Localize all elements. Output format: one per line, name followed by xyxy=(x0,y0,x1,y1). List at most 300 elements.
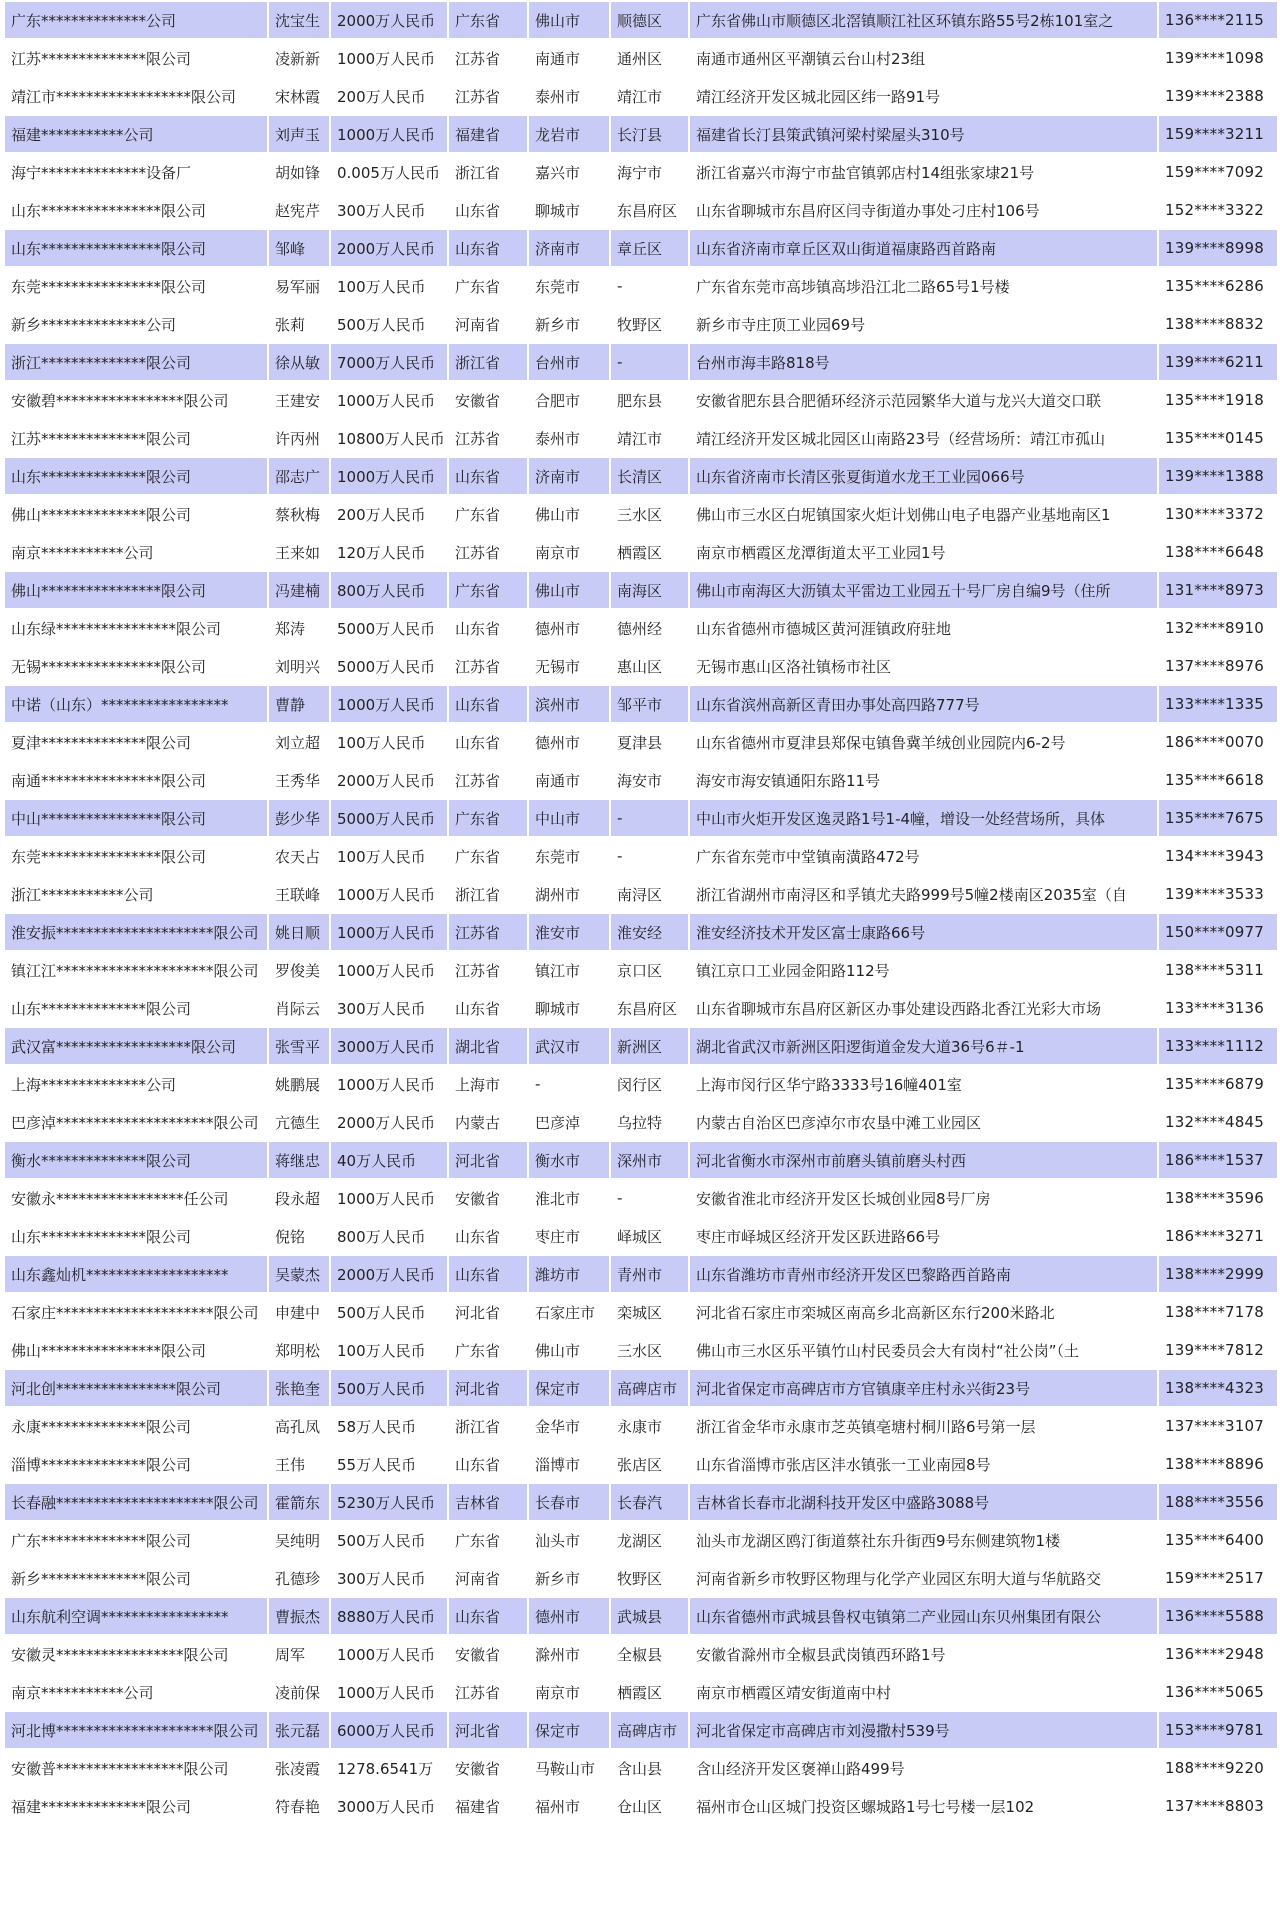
district-cell: 海宁市 xyxy=(611,154,688,190)
city-cell: 新乡市 xyxy=(529,1560,609,1596)
phone-cell: 188****3556 xyxy=(1159,1484,1277,1520)
contact-name-cell: 宋林霞 xyxy=(269,78,329,114)
phone-cell: 138****4323 xyxy=(1159,1370,1277,1406)
company-name-cell: 河北博*********************限公司 xyxy=(5,1712,267,1748)
city-cell: 德州市 xyxy=(529,724,609,760)
registered-capital-cell: 3000万人民币 xyxy=(331,1028,447,1064)
city-cell: 南通市 xyxy=(529,40,609,76)
company-name-cell: 南京***********公司 xyxy=(5,534,267,570)
province-cell: 江苏省 xyxy=(449,762,527,798)
contact-name-cell: 曹静 xyxy=(269,686,329,722)
district-cell: 三水区 xyxy=(611,1332,688,1368)
phone-cell: 186****3271 xyxy=(1159,1218,1277,1254)
contact-name-cell: 刘明兴 xyxy=(269,648,329,684)
address-cell: 广东省东莞市高埗镇高埗沿江北二路65号1号楼 xyxy=(690,268,1157,304)
district-cell: - xyxy=(611,268,688,304)
city-cell: 保定市 xyxy=(529,1370,609,1406)
city-cell: 湖州市 xyxy=(529,876,609,912)
district-cell: 栾城区 xyxy=(611,1294,688,1330)
company-name-cell: 佛山****************限公司 xyxy=(5,1332,267,1368)
district-cell: 栖霞区 xyxy=(611,534,688,570)
province-cell: 广东省 xyxy=(449,496,527,532)
city-cell: 中山市 xyxy=(529,800,609,836)
phone-cell: 153****9781 xyxy=(1159,1712,1277,1748)
district-cell: 东昌府区 xyxy=(611,192,688,228)
table-row xyxy=(5,2,1277,38)
phone-cell: 133****3136 xyxy=(1159,990,1277,1026)
registered-capital-cell: 7000万人民币 xyxy=(331,344,447,380)
company-name-cell: 石家庄*********************限公司 xyxy=(5,1294,267,1330)
address-cell: 淮安经济技术开发区富士康路66号 xyxy=(690,914,1157,950)
contact-name-cell: 倪铭 xyxy=(269,1218,329,1254)
province-cell: 山东省 xyxy=(449,686,527,722)
contact-name-cell: 邹峰 xyxy=(269,230,329,266)
table-body xyxy=(5,2,1277,1824)
district-cell: 靖江市 xyxy=(611,420,688,456)
table-row xyxy=(5,1636,1277,1672)
registered-capital-cell: 40万人民币 xyxy=(331,1142,447,1178)
phone-cell: 139****6211 xyxy=(1159,344,1277,380)
registered-capital-cell: 300万人民币 xyxy=(331,990,447,1026)
company-name-cell: 海宁**************设备厂 xyxy=(5,154,267,190)
company-name-cell: 广东**************限公司 xyxy=(5,1522,267,1558)
phone-cell: 134****3943 xyxy=(1159,838,1277,874)
district-cell: 栖霞区 xyxy=(611,1674,688,1710)
district-cell: 通州区 xyxy=(611,40,688,76)
city-cell: 衡水市 xyxy=(529,1142,609,1178)
table-row xyxy=(5,648,1277,684)
city-cell: 镇江市 xyxy=(529,952,609,988)
company-name-cell: 淄博**************限公司 xyxy=(5,1446,267,1482)
table-row xyxy=(5,192,1277,228)
province-cell: 河北省 xyxy=(449,1294,527,1330)
table-row xyxy=(5,610,1277,646)
district-cell: 高碑店市 xyxy=(611,1370,688,1406)
registered-capital-cell: 1000万人民币 xyxy=(331,116,447,152)
province-cell: 河北省 xyxy=(449,1142,527,1178)
table-row xyxy=(5,154,1277,190)
province-cell: 广东省 xyxy=(449,572,527,608)
address-cell: 安徽省肥东县合肥循环经济示范园繁华大道与龙兴大道交口联 xyxy=(690,382,1157,418)
phone-cell: 139****2388 xyxy=(1159,78,1277,114)
province-cell: 江苏省 xyxy=(449,78,527,114)
address-cell: 山东省聊城市东昌府区闫寺街道办事处刁庄村106号 xyxy=(690,192,1157,228)
company-name-cell: 山东****************限公司 xyxy=(5,230,267,266)
contact-name-cell: 胡如锋 xyxy=(269,154,329,190)
registered-capital-cell: 10800万人民币 xyxy=(331,420,447,456)
address-cell: 河北省保定市高碑店市方官镇康辛庄村永兴街23号 xyxy=(690,1370,1157,1406)
province-cell: 河南省 xyxy=(449,1560,527,1596)
registered-capital-cell: 300万人民币 xyxy=(331,1560,447,1596)
address-cell: 无锡市惠山区洛社镇杨市社区 xyxy=(690,648,1157,684)
address-cell: 枣庄市峄城区经济开发区跃进路66号 xyxy=(690,1218,1157,1254)
phone-cell: 159****2517 xyxy=(1159,1560,1277,1596)
phone-cell: 152****3322 xyxy=(1159,192,1277,228)
city-cell: 金华市 xyxy=(529,1408,609,1444)
table-row xyxy=(5,800,1277,836)
table-row xyxy=(5,496,1277,532)
registered-capital-cell: 1000万人民币 xyxy=(331,458,447,494)
district-cell: 长清区 xyxy=(611,458,688,494)
contact-name-cell: 吴纯明 xyxy=(269,1522,329,1558)
table-row xyxy=(5,1522,1277,1558)
province-cell: 上海市 xyxy=(449,1066,527,1102)
phone-cell: 131****8973 xyxy=(1159,572,1277,608)
district-cell: 夏津县 xyxy=(611,724,688,760)
contact-name-cell: 蔡秋梅 xyxy=(269,496,329,532)
registered-capital-cell: 500万人民币 xyxy=(331,1370,447,1406)
registered-capital-cell: 55万人民币 xyxy=(331,1446,447,1482)
contact-name-cell: 王秀华 xyxy=(269,762,329,798)
city-cell: 南京市 xyxy=(529,1674,609,1710)
address-cell: 靖江经济开发区城北园区纬一路91号 xyxy=(690,78,1157,114)
phone-cell: 137****3107 xyxy=(1159,1408,1277,1444)
address-cell: 安徽省淮北市经济开发区长城创业园8号厂房 xyxy=(690,1180,1157,1216)
phone-cell: 139****8998 xyxy=(1159,230,1277,266)
contact-name-cell: 亢德生 xyxy=(269,1104,329,1140)
city-cell: 济南市 xyxy=(529,230,609,266)
address-cell: 内蒙古自治区巴彦淖尔市农垦中滩工业园区 xyxy=(690,1104,1157,1140)
registered-capital-cell: 1000万人民币 xyxy=(331,876,447,912)
table-row xyxy=(5,116,1277,152)
city-cell: 合肥市 xyxy=(529,382,609,418)
city-cell: 巴彦淖 xyxy=(529,1104,609,1140)
phone-cell: 132****8910 xyxy=(1159,610,1277,646)
table-row xyxy=(5,1218,1277,1254)
address-cell: 山东省德州市德城区黄河涯镇政府驻地 xyxy=(690,610,1157,646)
city-cell: 佛山市 xyxy=(529,572,609,608)
company-name-cell: 东莞****************限公司 xyxy=(5,838,267,874)
district-cell: 海安市 xyxy=(611,762,688,798)
city-cell: 台州市 xyxy=(529,344,609,380)
table-row xyxy=(5,230,1277,266)
registered-capital-cell: 1000万人民币 xyxy=(331,382,447,418)
phone-cell: 138****3596 xyxy=(1159,1180,1277,1216)
registered-capital-cell: 500万人民币 xyxy=(331,1294,447,1330)
province-cell: 山东省 xyxy=(449,724,527,760)
table-row xyxy=(5,1712,1277,1748)
district-cell: 京口区 xyxy=(611,952,688,988)
province-cell: 广东省 xyxy=(449,2,527,38)
district-cell: 三水区 xyxy=(611,496,688,532)
city-cell: 淮安市 xyxy=(529,914,609,950)
province-cell: 安徽省 xyxy=(449,1636,527,1672)
registered-capital-cell: 100万人民币 xyxy=(331,268,447,304)
province-cell: 河北省 xyxy=(449,1712,527,1748)
contact-name-cell: 张凌霞 xyxy=(269,1750,329,1786)
province-cell: 安徽省 xyxy=(449,1750,527,1786)
district-cell: 长春汽 xyxy=(611,1484,688,1520)
address-cell: 福州市仓山区城门投资区螺城路1号七号楼一层102 xyxy=(690,1788,1157,1824)
table-row xyxy=(5,306,1277,342)
city-cell: 淮北市 xyxy=(529,1180,609,1216)
registered-capital-cell: 2000万人民币 xyxy=(331,1104,447,1140)
registered-capital-cell: 5000万人民币 xyxy=(331,648,447,684)
province-cell: 江苏省 xyxy=(449,914,527,950)
phone-cell: 186****0070 xyxy=(1159,724,1277,760)
phone-cell: 133****1112 xyxy=(1159,1028,1277,1064)
contact-name-cell: 段永超 xyxy=(269,1180,329,1216)
address-cell: 中山市火炬开发区逸灵路1号1-4幢，增设一处经营场所，具体 xyxy=(690,800,1157,836)
company-name-cell: 上海**************公司 xyxy=(5,1066,267,1102)
district-cell: 东昌府区 xyxy=(611,990,688,1026)
table-row xyxy=(5,1408,1277,1444)
address-cell: 南通市通州区平潮镇云台山村23组 xyxy=(690,40,1157,76)
company-name-cell: 中山****************限公司 xyxy=(5,800,267,836)
registered-capital-cell: 100万人民币 xyxy=(331,1332,447,1368)
company-name-cell: 安徽永*****************任公司 xyxy=(5,1180,267,1216)
company-name-cell: 山东鑫灿机******************* xyxy=(5,1256,267,1292)
registered-capital-cell: 2000万人民币 xyxy=(331,762,447,798)
district-cell: 龙湖区 xyxy=(611,1522,688,1558)
contact-name-cell: 霍箭东 xyxy=(269,1484,329,1520)
address-cell: 佛山市三水区乐平镇竹山村民委员会大有岗村“社公岗”（土 xyxy=(690,1332,1157,1368)
contact-name-cell: 符春艳 xyxy=(269,1788,329,1824)
city-cell: 泰州市 xyxy=(529,78,609,114)
table-row xyxy=(5,914,1277,950)
province-cell: 江苏省 xyxy=(449,1674,527,1710)
address-cell: 山东省德州市夏津县郑保屯镇鲁冀羊绒创业园院内6-2号 xyxy=(690,724,1157,760)
province-cell: 福建省 xyxy=(449,1788,527,1824)
registered-capital-cell: 3000万人民币 xyxy=(331,1788,447,1824)
province-cell: 浙江省 xyxy=(449,1408,527,1444)
city-cell: 无锡市 xyxy=(529,648,609,684)
table-row xyxy=(5,952,1277,988)
address-cell: 广东省佛山市顺德区北滘镇顺江社区环镇东路55号2栋101室之 xyxy=(690,2,1157,38)
address-cell: 靖江经济开发区城北园区山南路23号（经营场所：靖江市孤山 xyxy=(690,420,1157,456)
table-row xyxy=(5,1750,1277,1786)
phone-cell: 139****1388 xyxy=(1159,458,1277,494)
phone-cell: 135****6400 xyxy=(1159,1522,1277,1558)
city-cell: 东莞市 xyxy=(529,838,609,874)
phone-cell: 159****7092 xyxy=(1159,154,1277,190)
contact-name-cell: 高孔凤 xyxy=(269,1408,329,1444)
company-name-cell: 安徽普*****************限公司 xyxy=(5,1750,267,1786)
phone-cell: 139****7812 xyxy=(1159,1332,1277,1368)
phone-cell: 136****2115 xyxy=(1159,2,1277,38)
registered-capital-cell: 5000万人民币 xyxy=(331,800,447,836)
city-cell: - xyxy=(529,1066,609,1102)
contact-name-cell: 农天占 xyxy=(269,838,329,874)
phone-cell: 138****2999 xyxy=(1159,1256,1277,1292)
city-cell: 聊城市 xyxy=(529,192,609,228)
company-name-cell: 广东**************公司 xyxy=(5,2,267,38)
registered-capital-cell: 120万人民币 xyxy=(331,534,447,570)
phone-cell: 138****5311 xyxy=(1159,952,1277,988)
company-name-cell: 山东航利空调***************** xyxy=(5,1598,267,1634)
registered-capital-cell: 100万人民币 xyxy=(331,838,447,874)
company-name-cell: 山东**************限公司 xyxy=(5,1218,267,1254)
table-row xyxy=(5,572,1277,608)
province-cell: 吉林省 xyxy=(449,1484,527,1520)
district-cell: 仓山区 xyxy=(611,1788,688,1824)
company-name-cell: 山东绿****************限公司 xyxy=(5,610,267,646)
company-name-cell: 江苏**************限公司 xyxy=(5,420,267,456)
table-row xyxy=(5,686,1277,722)
address-cell: 浙江省湖州市南浔区和孚镇尤夫路999号5幢2楼南区2035室（自 xyxy=(690,876,1157,912)
table-row xyxy=(5,1142,1277,1178)
registered-capital-cell: 1000万人民币 xyxy=(331,40,447,76)
address-cell: 含山经济开发区褒禅山路499号 xyxy=(690,1750,1157,1786)
table-row xyxy=(5,876,1277,912)
table-row xyxy=(5,1028,1277,1064)
company-name-cell: 安徽灵*****************限公司 xyxy=(5,1636,267,1672)
company-name-cell: 南通****************限公司 xyxy=(5,762,267,798)
table-row xyxy=(5,1066,1277,1102)
city-cell: 南京市 xyxy=(529,534,609,570)
company-name-cell: 河北创****************限公司 xyxy=(5,1370,267,1406)
company-name-cell: 靖江市******************限公司 xyxy=(5,78,267,114)
address-cell: 佛山市三水区白坭镇国家火炬计划佛山电子电器产业基地南区1 xyxy=(690,496,1157,532)
company-name-cell: 佛山****************限公司 xyxy=(5,572,267,608)
contact-name-cell: 沈宝生 xyxy=(269,2,329,38)
registered-capital-cell: 2000万人民币 xyxy=(331,2,447,38)
company-name-cell: 浙江***********公司 xyxy=(5,876,267,912)
address-cell: 浙江省嘉兴市海宁市盐官镇郭店村14组张家埭21号 xyxy=(690,154,1157,190)
company-name-cell: 佛山**************限公司 xyxy=(5,496,267,532)
district-cell: 新洲区 xyxy=(611,1028,688,1064)
contact-name-cell: 张艳奎 xyxy=(269,1370,329,1406)
table-row xyxy=(5,534,1277,570)
province-cell: 河南省 xyxy=(449,306,527,342)
contact-name-cell: 王来如 xyxy=(269,534,329,570)
company-name-cell: 无锡****************限公司 xyxy=(5,648,267,684)
district-cell: 惠山区 xyxy=(611,648,688,684)
phone-cell: 135****6618 xyxy=(1159,762,1277,798)
company-name-cell: 浙江**************限公司 xyxy=(5,344,267,380)
province-cell: 山东省 xyxy=(449,192,527,228)
province-cell: 浙江省 xyxy=(449,154,527,190)
district-cell: 南海区 xyxy=(611,572,688,608)
contact-name-cell: 凌新新 xyxy=(269,40,329,76)
table-row xyxy=(5,1674,1277,1710)
table-row xyxy=(5,1332,1277,1368)
phone-cell: 135****6879 xyxy=(1159,1066,1277,1102)
province-cell: 广东省 xyxy=(449,838,527,874)
city-cell: 石家庄市 xyxy=(529,1294,609,1330)
city-cell: 嘉兴市 xyxy=(529,154,609,190)
city-cell: 长春市 xyxy=(529,1484,609,1520)
phone-cell: 138****8832 xyxy=(1159,306,1277,342)
province-cell: 湖北省 xyxy=(449,1028,527,1064)
city-cell: 德州市 xyxy=(529,1598,609,1634)
city-cell: 潍坊市 xyxy=(529,1256,609,1292)
district-cell: 淮安经 xyxy=(611,914,688,950)
province-cell: 山东省 xyxy=(449,1218,527,1254)
city-cell: 济南市 xyxy=(529,458,609,494)
district-cell: 牧野区 xyxy=(611,1560,688,1596)
address-cell: 海安市海安镇通阳东路11号 xyxy=(690,762,1157,798)
contact-name-cell: 孔德珍 xyxy=(269,1560,329,1596)
city-cell: 龙岩市 xyxy=(529,116,609,152)
address-cell: 河北省石家庄市栾城区南高乡北高新区东行200米路北 xyxy=(690,1294,1157,1330)
company-name-cell: 山东**************限公司 xyxy=(5,990,267,1026)
contact-name-cell: 赵宪芹 xyxy=(269,192,329,228)
registered-capital-cell: 6000万人民币 xyxy=(331,1712,447,1748)
phone-cell: 135****1918 xyxy=(1159,382,1277,418)
registered-capital-cell: 1000万人民币 xyxy=(331,952,447,988)
district-cell: 章丘区 xyxy=(611,230,688,266)
district-cell: 邹平市 xyxy=(611,686,688,722)
table-row xyxy=(5,724,1277,760)
province-cell: 广东省 xyxy=(449,1332,527,1368)
phone-cell: 139****3533 xyxy=(1159,876,1277,912)
contact-name-cell: 蒋继忠 xyxy=(269,1142,329,1178)
contact-name-cell: 姚日顺 xyxy=(269,914,329,950)
registered-capital-cell: 1000万人民币 xyxy=(331,1180,447,1216)
phone-cell: 133****1335 xyxy=(1159,686,1277,722)
address-cell: 南京市栖霞区靖安街道南中村 xyxy=(690,1674,1157,1710)
province-cell: 内蒙古 xyxy=(449,1104,527,1140)
phone-cell: 135****7675 xyxy=(1159,800,1277,836)
address-cell: 汕头市龙湖区鸥汀街道蔡社东升街西9号东侧建筑物1楼 xyxy=(690,1522,1157,1558)
registered-capital-cell: 58万人民币 xyxy=(331,1408,447,1444)
address-cell: 山东省滨州高新区青田办事处高四路777号 xyxy=(690,686,1157,722)
province-cell: 山东省 xyxy=(449,458,527,494)
province-cell: 山东省 xyxy=(449,1256,527,1292)
phone-cell: 135****6286 xyxy=(1159,268,1277,304)
table-row xyxy=(5,990,1277,1026)
address-cell: 浙江省金华市永康市芝英镇亳塘村桐川路6号第一层 xyxy=(690,1408,1157,1444)
company-name-cell: 山东**************限公司 xyxy=(5,458,267,494)
district-cell: 武城县 xyxy=(611,1598,688,1634)
table-row xyxy=(5,1788,1277,1824)
phone-cell: 136****5588 xyxy=(1159,1598,1277,1634)
table-row xyxy=(5,1294,1277,1330)
company-name-cell: 淮安振*********************限公司 xyxy=(5,914,267,950)
registered-capital-cell: 800万人民币 xyxy=(331,572,447,608)
company-name-cell: 江苏**************限公司 xyxy=(5,40,267,76)
address-cell: 山东省济南市章丘区双山街道福康路西首路南 xyxy=(690,230,1157,266)
contact-name-cell: 彭少华 xyxy=(269,800,329,836)
address-cell: 山东省淄博市张店区沣水镇张一工业南园8号 xyxy=(690,1446,1157,1482)
district-cell: 峄城区 xyxy=(611,1218,688,1254)
contact-name-cell: 王伟 xyxy=(269,1446,329,1482)
table-row xyxy=(5,1256,1277,1292)
contact-name-cell: 张雪平 xyxy=(269,1028,329,1064)
table-row xyxy=(5,1104,1277,1140)
table-row xyxy=(5,838,1277,874)
city-cell: 武汉市 xyxy=(529,1028,609,1064)
province-cell: 江苏省 xyxy=(449,420,527,456)
contact-name-cell: 郑明松 xyxy=(269,1332,329,1368)
phone-cell: 136****5065 xyxy=(1159,1674,1277,1710)
address-cell: 山东省聊城市东昌府区新区办事处建设西路北香江光彩大市场 xyxy=(690,990,1157,1026)
city-cell: 保定市 xyxy=(529,1712,609,1748)
province-cell: 广东省 xyxy=(449,1522,527,1558)
phone-cell: 132****4845 xyxy=(1159,1104,1277,1140)
city-cell: 泰州市 xyxy=(529,420,609,456)
contact-name-cell: 曹振杰 xyxy=(269,1598,329,1634)
address-cell: 南京市栖霞区龙潭街道太平工业园1号 xyxy=(690,534,1157,570)
contact-name-cell: 王联峰 xyxy=(269,876,329,912)
province-cell: 江苏省 xyxy=(449,648,527,684)
address-cell: 广东省东莞市中堂镇南潢路472号 xyxy=(690,838,1157,874)
table-row xyxy=(5,1598,1277,1634)
contact-name-cell: 凌前保 xyxy=(269,1674,329,1710)
province-cell: 浙江省 xyxy=(449,344,527,380)
contact-name-cell: 冯建楠 xyxy=(269,572,329,608)
province-cell: 安徽省 xyxy=(449,382,527,418)
registered-capital-cell: 8880万人民币 xyxy=(331,1598,447,1634)
city-cell: 南通市 xyxy=(529,762,609,798)
company-name-cell: 镇江江*********************限公司 xyxy=(5,952,267,988)
city-cell: 德州市 xyxy=(529,610,609,646)
phone-cell: 159****3211 xyxy=(1159,116,1277,152)
province-cell: 河北省 xyxy=(449,1370,527,1406)
registered-capital-cell: 1278.6541万 xyxy=(331,1750,447,1786)
company-name-cell: 福建***********公司 xyxy=(5,116,267,152)
